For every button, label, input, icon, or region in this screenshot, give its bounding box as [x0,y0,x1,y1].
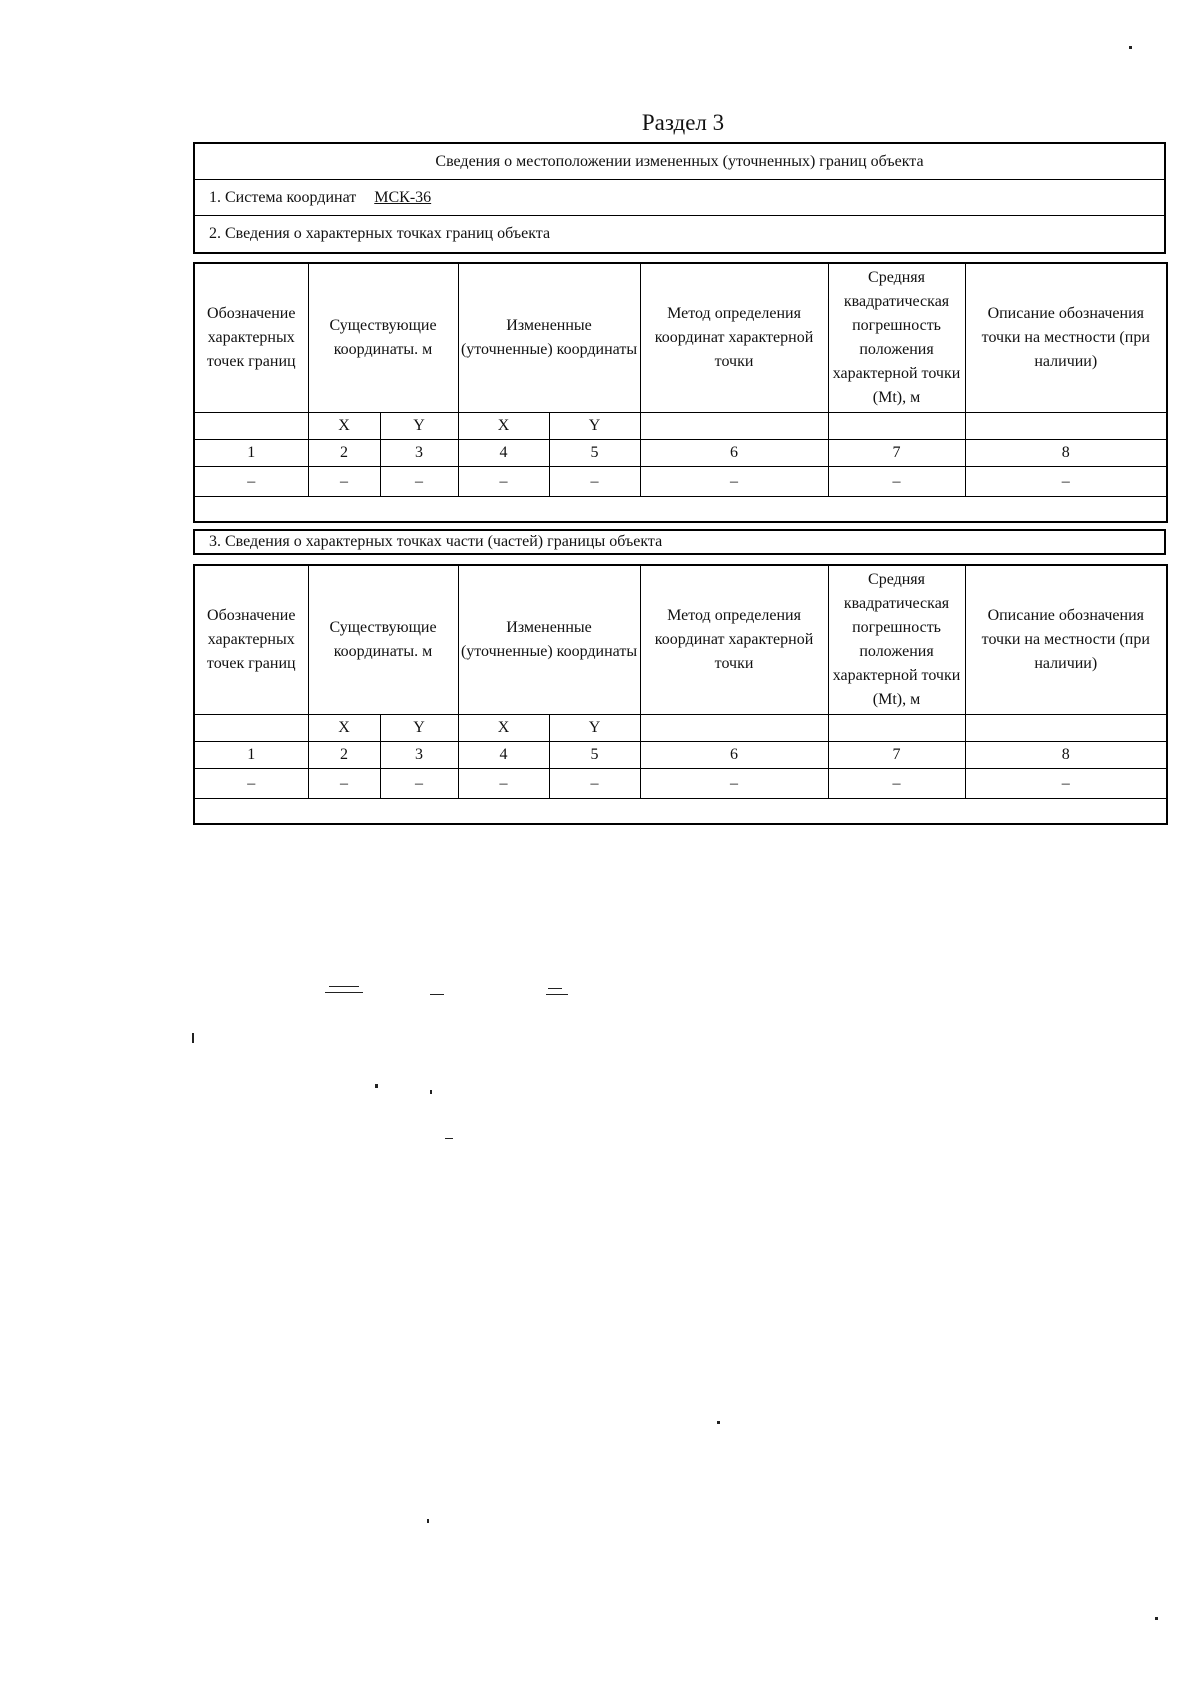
boundary-points-table [193,262,1168,523]
scan-speck [546,994,568,995]
coord-system-value: МСК-36 [374,189,432,206]
col-method-header: Метод определения координат характерной точки [640,565,828,715]
column-number: 1 [194,742,308,769]
column-number: 2 [308,742,380,769]
scan-speck [445,1138,453,1139]
changed-x-header: X [458,715,549,742]
table-cell: – [458,769,549,799]
existing-x-header: X [308,413,380,440]
existing-y-header: Y [380,715,458,742]
col-existing-header: Существующие координаты. м [308,263,458,413]
col-error-header: Средняя квадратическая погрешность положения характерной точки (Mt), м [828,263,965,413]
column-number: 6 [640,440,828,467]
table-subheader-row [194,413,1167,440]
section2-label: 2. Сведения о характерных точках границ объекта [209,225,551,242]
column-number-row [194,440,1167,467]
scan-speck [430,994,444,995]
table-cell: – [458,467,549,497]
table-row [194,467,1167,497]
table-subheader-row [194,715,1167,742]
table-cell: – [640,467,828,497]
coord-system-label: 1. Система координат [209,189,357,206]
part-boundary-points-table [193,564,1168,825]
table-cell: – [965,769,1167,799]
section3-label: 3. Сведения о характерных точках части (частей) границы объекта [193,529,1166,555]
table-cell: – [380,769,458,799]
col-description-header: Описание обозначения точки на местности (при наличии) [965,565,1167,715]
scan-speck [1155,1617,1158,1620]
column-number: 7 [828,742,965,769]
col-existing-header: Существующие координаты. м [308,565,458,715]
column-number: 6 [640,742,828,769]
scan-speck [717,1421,720,1424]
table-row [194,769,1167,799]
table-cell: – [828,467,965,497]
scan-speck [329,986,359,987]
col-changed-header: Измененные (уточненные) координаты [458,263,640,413]
column-number: 3 [380,440,458,467]
table-empty-row [194,497,1167,523]
col-method-header: Метод определения координат характерной точки [640,263,828,413]
table-empty-row [194,799,1167,825]
page-title: Раздел 3 [641,110,725,135]
col-changed-header: Измененные (уточненные) координаты [458,565,640,715]
column-number: 1 [194,440,308,467]
table-header-row [194,565,1167,715]
existing-x-header: X [308,715,380,742]
info-frame [193,142,1166,254]
column-number: 8 [965,440,1167,467]
frame-title: Сведения о местоположении измененных (уточненных) границ объекта [195,144,1164,180]
table-header-row [194,263,1167,413]
col-designation-header: Обозначение характерных точек границ [194,263,308,413]
changed-x-header: X [458,413,549,440]
scan-speck [325,992,363,993]
changed-y-header: Y [549,715,640,742]
col-description-header: Описание обозначения точки на местности (при наличии) [965,263,1167,413]
scan-speck [192,1033,194,1043]
table-cell: – [549,769,640,799]
table-cell: – [549,467,640,497]
table-cell: – [640,769,828,799]
scan-speck [430,1090,432,1094]
column-number: 8 [965,742,1167,769]
existing-y-header: Y [380,413,458,440]
col-designation-header: Обозначение характерных точек границ [194,565,308,715]
table-cell: – [308,769,380,799]
scan-speck [548,988,562,989]
column-number: 4 [458,742,549,769]
table-cell: – [194,769,308,799]
table-cell: – [380,467,458,497]
scan-speck [427,1519,429,1523]
column-number: 5 [549,440,640,467]
changed-y-header: Y [549,413,640,440]
scan-speck [375,1084,378,1088]
table-cell: – [194,467,308,497]
scan-speck [1129,46,1132,49]
col-error-header: Средняя квадратическая погрешность положения характерной точки (Mt), м [828,565,965,715]
table-cell: – [965,467,1167,497]
column-number: 3 [380,742,458,769]
coord-system-row [195,180,1164,216]
column-number-row [194,742,1167,769]
column-number: 2 [308,440,380,467]
table-cell: – [308,467,380,497]
column-number: 7 [828,440,965,467]
column-number: 4 [458,440,549,467]
column-number: 5 [549,742,640,769]
table-cell: – [828,769,965,799]
